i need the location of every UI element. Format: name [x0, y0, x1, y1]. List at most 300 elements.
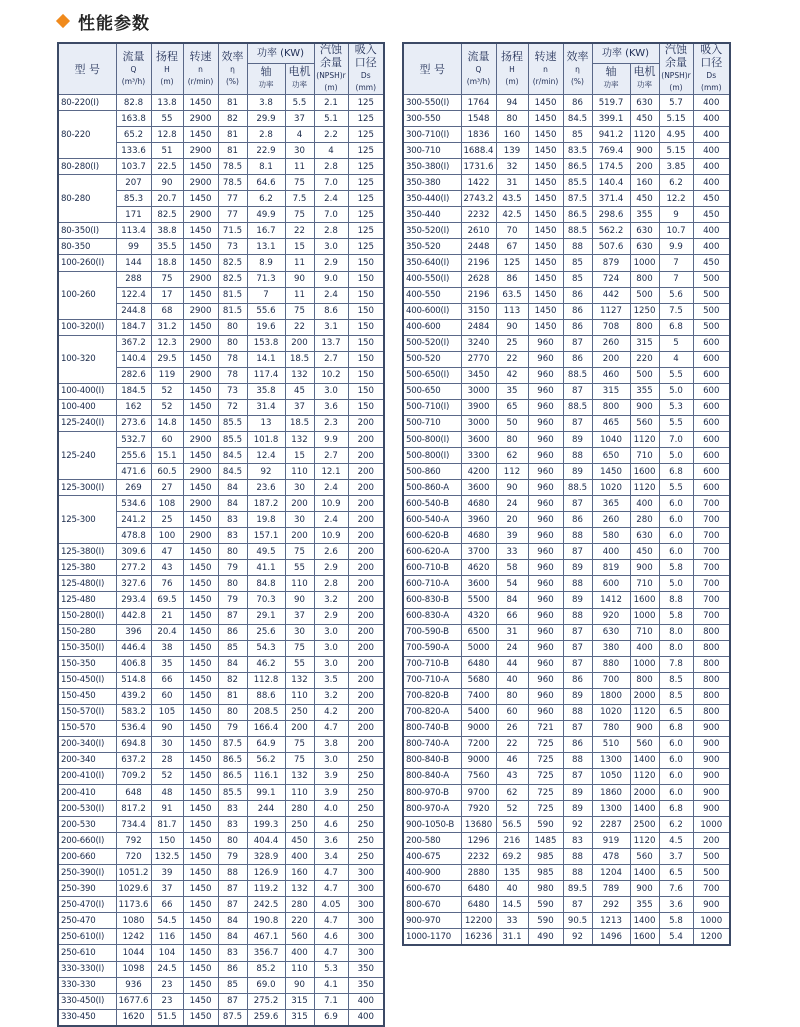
inlet-diameter-cell: 125 [348, 143, 384, 159]
speed-cell: 1450 [183, 977, 218, 993]
efficiency-cell: 80 [218, 833, 247, 849]
npsh-cell: 7.1 [314, 993, 348, 1009]
header-line: 效率 [566, 49, 589, 63]
efficiency-cell: 87 [218, 881, 247, 897]
speed-cell: 590 [528, 817, 563, 833]
npsh-cell: 3.0 [314, 640, 348, 656]
speed-cell: 1450 [528, 207, 563, 223]
head-cell: 90 [496, 319, 528, 335]
speed-cell: 1450 [183, 672, 218, 688]
motor-power-cell: 630 [630, 95, 659, 111]
efficiency-cell: 84 [218, 496, 247, 512]
speed-cell: 1450 [183, 223, 218, 239]
head-cell: 80 [496, 111, 528, 127]
model-cell: 500-710 [403, 415, 461, 431]
shaft-power-cell: 315 [592, 383, 630, 399]
shaft-power-cell: 208.5 [247, 704, 285, 720]
inlet-diameter-cell: 700 [693, 608, 730, 624]
speed-cell: 960 [528, 464, 563, 480]
flow-cell: 583.2 [116, 704, 151, 720]
head-cell: 23 [151, 977, 183, 993]
shaft-power-cell: 101.8 [247, 431, 285, 447]
table-row [58, 544, 384, 560]
motor-power-cell: 800 [630, 271, 659, 287]
model-cell: 400-550 [403, 287, 461, 303]
head-cell: 62 [496, 785, 528, 801]
head-cell: 52 [496, 801, 528, 817]
model-cell: 500-800(I) [403, 448, 461, 464]
flow-cell: 144 [116, 255, 151, 271]
speed-cell: 1450 [183, 720, 218, 736]
flow-cell: 720 [116, 849, 151, 865]
flow-cell: 1173.6 [116, 897, 151, 913]
efficiency-cell: 79 [218, 592, 247, 608]
npsh-cell: 6.5 [659, 704, 693, 720]
npsh-cell: 6.0 [659, 785, 693, 801]
inlet-diameter-cell: 200 [348, 496, 384, 512]
head-cell: 17 [151, 287, 183, 303]
speed-cell: 1450 [183, 544, 218, 560]
speed-cell: 960 [528, 512, 563, 528]
npsh-cell: 3.6 [314, 399, 348, 415]
flow-cell: 4620 [461, 560, 496, 576]
npsh-cell: 3.0 [314, 239, 348, 255]
motor-power-cell: 900 [630, 720, 659, 736]
efficiency-cell: 83 [563, 833, 592, 849]
efficiency-cell: 78.5 [218, 159, 247, 175]
npsh-cell: 6.0 [659, 768, 693, 784]
table-row [403, 688, 730, 704]
motor-power-cell: 55 [285, 656, 314, 672]
npsh-cell: 3.2 [314, 592, 348, 608]
header-line: 余量 [320, 56, 343, 69]
speed-cell: 960 [528, 640, 563, 656]
efficiency-cell: 89 [563, 688, 592, 704]
shaft-power-cell: 478 [592, 849, 630, 865]
flow-cell: 4680 [461, 496, 496, 512]
motor-power-cell: 75 [285, 640, 314, 656]
shaft-power-cell: 780 [592, 720, 630, 736]
table-row [58, 768, 384, 784]
head-cell: 22.5 [151, 159, 183, 175]
inlet-diameter-cell: 250 [348, 768, 384, 784]
head-cell: 81.7 [151, 817, 183, 833]
inlet-diameter-cell: 900 [693, 785, 730, 801]
efficiency-cell: 81 [218, 143, 247, 159]
motor-power-cell: 132 [285, 672, 314, 688]
head-cell: 31 [496, 175, 528, 191]
head-cell: 22 [496, 351, 528, 367]
model-cell: 125-300(I) [58, 480, 116, 496]
npsh-cell: 6.0 [659, 752, 693, 768]
speed-cell: 1450 [528, 111, 563, 127]
model-cell: 500-520 [403, 351, 461, 367]
motor-power-cell: 280 [285, 801, 314, 817]
motor-power-cell: 630 [630, 223, 659, 239]
head-cell: 26 [496, 720, 528, 736]
model-cell: 150-570(I) [58, 704, 116, 720]
head-cell: 104 [151, 945, 183, 961]
col-head-header [496, 43, 528, 95]
flow-cell: 309.6 [116, 544, 151, 560]
col-npsh-header [314, 43, 348, 95]
speed-cell: 1450 [183, 319, 218, 335]
motor-power-cell: 30 [285, 624, 314, 640]
header-line: 汽蚀 [320, 43, 343, 56]
table-row [403, 576, 730, 592]
flow-cell: 817.2 [116, 801, 151, 817]
table-row [403, 656, 730, 672]
shaft-power-cell: 404.4 [247, 833, 285, 849]
npsh-cell: 9.9 [659, 239, 693, 255]
shaft-power-cell: 1213 [592, 913, 630, 929]
model-cell: 900-970 [403, 913, 461, 929]
model-cell: 350-640(I) [403, 255, 461, 271]
npsh-cell: 7.0 [314, 175, 348, 191]
inlet-diameter-cell: 600 [693, 335, 730, 351]
table-row [58, 672, 384, 688]
shaft-power-cell: 35.8 [247, 383, 285, 399]
npsh-cell: 4 [659, 351, 693, 367]
motor-power-cell: 22 [285, 223, 314, 239]
flow-cell: 277.2 [116, 560, 151, 576]
efficiency-cell: 79 [218, 720, 247, 736]
speed-cell: 960 [528, 624, 563, 640]
npsh-cell: 4.7 [314, 720, 348, 736]
inlet-diameter-cell: 125 [348, 159, 384, 175]
table-row [403, 207, 730, 223]
inlet-diameter-cell: 150 [348, 303, 384, 319]
motor-power-cell: 200 [285, 528, 314, 544]
col-motor-power-header [630, 63, 659, 94]
col-power-header: 功率 (KW) [247, 43, 314, 63]
speed-cell: 960 [528, 672, 563, 688]
model-cell: 800-670 [403, 897, 461, 913]
shaft-power-cell: 153.8 [247, 335, 285, 351]
head-cell: 46 [496, 752, 528, 768]
npsh-cell: 7.0 [314, 207, 348, 223]
header-line: Q [130, 64, 137, 74]
speed-cell: 960 [528, 576, 563, 592]
header-line: 电机 [633, 65, 656, 79]
shaft-power-cell: 187.2 [247, 496, 285, 512]
efficiency-cell: 81.5 [218, 303, 247, 319]
header-line: η [230, 64, 235, 74]
motor-power-cell: 15 [285, 448, 314, 464]
inlet-diameter-cell: 500 [693, 271, 730, 287]
inlet-diameter-cell: 400 [348, 993, 384, 1009]
table-row [403, 929, 730, 946]
inlet-diameter-cell: 125 [348, 111, 384, 127]
efficiency-cell: 88 [563, 448, 592, 464]
npsh-cell: 3.7 [659, 849, 693, 865]
head-cell: 38.8 [151, 223, 183, 239]
motor-power-cell: 7.5 [285, 191, 314, 207]
npsh-cell: 4.7 [314, 881, 348, 897]
inlet-diameter-cell: 400 [693, 175, 730, 191]
npsh-cell: 6.8 [659, 801, 693, 817]
speed-cell: 960 [528, 448, 563, 464]
inlet-diameter-cell: 200 [348, 704, 384, 720]
efficiency-cell: 84 [218, 929, 247, 945]
header-line: (r/min) [532, 76, 559, 86]
motor-power-cell: 1120 [630, 833, 659, 849]
shaft-power-cell: 6.2 [247, 191, 285, 207]
speed-cell: 1450 [183, 512, 218, 528]
inlet-diameter-cell: 150 [348, 271, 384, 287]
table-row [58, 111, 384, 127]
speed-cell: 1450 [183, 624, 218, 640]
speed-cell: 1450 [528, 239, 563, 255]
flow-cell: 3600 [461, 480, 496, 496]
inlet-diameter-cell: 125 [348, 239, 384, 255]
efficiency-cell: 87 [563, 720, 592, 736]
inlet-diameter-cell: 700 [693, 592, 730, 608]
speed-cell: 960 [528, 496, 563, 512]
flow-cell: 709.2 [116, 768, 151, 784]
model-cell: 800-970-A [403, 801, 461, 817]
inlet-diameter-cell: 200 [348, 672, 384, 688]
flow-cell: 3300 [461, 448, 496, 464]
efficiency-cell: 87 [563, 496, 592, 512]
motor-power-cell: 450 [285, 833, 314, 849]
shaft-power-cell: 117.4 [247, 367, 285, 383]
speed-cell: 1450 [528, 303, 563, 319]
npsh-cell: 7.6 [659, 881, 693, 897]
speed-cell: 2900 [183, 496, 218, 512]
table-row [403, 833, 730, 849]
motor-power-cell: 37 [285, 399, 314, 415]
flow-cell: 1098 [116, 961, 151, 977]
model-cell: 80-280(I) [58, 159, 116, 175]
table-row [58, 945, 384, 961]
motor-power-cell: 315 [630, 335, 659, 351]
speed-cell: 960 [528, 415, 563, 431]
head-cell: 39 [496, 528, 528, 544]
header-line: (m) [324, 83, 338, 92]
head-cell: 65 [496, 399, 528, 415]
flow-cell: 7200 [461, 736, 496, 752]
flow-cell: 293.4 [116, 592, 151, 608]
motor-power-cell: 400 [630, 640, 659, 656]
shaft-power-cell: 467.1 [247, 929, 285, 945]
efficiency-cell: 71.5 [218, 223, 247, 239]
inlet-diameter-cell: 200 [348, 640, 384, 656]
header-line: η [575, 64, 580, 74]
inlet-diameter-cell: 300 [348, 913, 384, 929]
efficiency-cell: 86 [563, 672, 592, 688]
table-row [58, 335, 384, 351]
model-cell: 400-900 [403, 865, 461, 881]
shaft-power-cell: 1300 [592, 801, 630, 817]
header-line: (m) [669, 83, 683, 92]
motor-power-cell: 355 [630, 383, 659, 399]
shaft-power-cell: 708 [592, 319, 630, 335]
col-shaft-power-header [592, 63, 630, 94]
speed-cell: 725 [528, 736, 563, 752]
model-cell: 250-390(I) [58, 865, 116, 881]
motor-power-cell: 110 [285, 688, 314, 704]
head-cell: 14.5 [496, 897, 528, 913]
speed-cell: 1450 [528, 191, 563, 207]
flow-cell: 514.8 [116, 672, 151, 688]
header-line: 功率 [258, 80, 274, 90]
npsh-cell: 5.3 [659, 399, 693, 415]
shaft-power-cell: 298.6 [592, 207, 630, 223]
flow-cell: 7560 [461, 768, 496, 784]
table-row [403, 913, 730, 929]
motor-power-cell: 30 [285, 143, 314, 159]
inlet-diameter-cell: 200 [348, 464, 384, 480]
header-line: (mm) [701, 83, 722, 92]
head-cell: 84 [496, 592, 528, 608]
shaft-power-cell: 41.1 [247, 560, 285, 576]
head-cell: 112 [496, 464, 528, 480]
header-line: 汽蚀 [665, 43, 688, 56]
table-row [403, 255, 730, 271]
npsh-cell: 7 [659, 255, 693, 271]
npsh-cell: 2.9 [314, 608, 348, 624]
npsh-cell: 5.4 [659, 929, 693, 946]
table-row [403, 897, 730, 913]
npsh-cell: 6.0 [659, 496, 693, 512]
head-cell: 25 [151, 512, 183, 528]
speed-cell: 1450 [183, 415, 218, 431]
table-row [58, 640, 384, 656]
speed-cell: 1450 [183, 576, 218, 592]
shaft-power-cell: 442 [592, 287, 630, 303]
efficiency-cell: 86.5 [218, 768, 247, 784]
table-row [403, 624, 730, 640]
efficiency-cell: 72 [218, 399, 247, 415]
flow-cell: 3000 [461, 415, 496, 431]
table-row [58, 993, 384, 1009]
flow-cell: 1548 [461, 111, 496, 127]
head-cell: 62 [496, 448, 528, 464]
npsh-cell: 5.6 [659, 287, 693, 303]
flow-cell: 3700 [461, 544, 496, 560]
efficiency-cell: 86 [563, 351, 592, 367]
flow-cell: 9000 [461, 720, 496, 736]
flow-cell: 2196 [461, 287, 496, 303]
npsh-cell: 3.0 [314, 656, 348, 672]
motor-power-cell: 630 [630, 528, 659, 544]
inlet-diameter-cell: 125 [348, 191, 384, 207]
motor-power-cell: 710 [630, 624, 659, 640]
npsh-cell: 2.6 [314, 544, 348, 560]
table-row [58, 961, 384, 977]
motor-power-cell: 110 [285, 785, 314, 801]
head-cell: 43 [151, 560, 183, 576]
inlet-diameter-cell: 900 [693, 801, 730, 817]
shaft-power-cell: 2287 [592, 817, 630, 833]
speed-cell: 1450 [183, 801, 218, 817]
table-row [403, 287, 730, 303]
head-cell: 66 [151, 672, 183, 688]
shaft-power-cell: 119.2 [247, 881, 285, 897]
npsh-cell: 5.0 [659, 383, 693, 399]
inlet-diameter-cell: 300 [348, 945, 384, 961]
table-row [403, 415, 730, 431]
head-cell: 116 [151, 929, 183, 945]
head-cell: 21 [151, 608, 183, 624]
header-line: n [543, 64, 548, 74]
head-cell: 60.5 [151, 464, 183, 480]
table-row [403, 801, 730, 817]
shaft-power-cell: 1800 [592, 688, 630, 704]
speed-cell: 1450 [528, 175, 563, 191]
npsh-cell: 3.0 [314, 624, 348, 640]
model-cell: 300-710(I) [403, 127, 461, 143]
header-line: 功率 [292, 80, 307, 90]
motor-power-cell: 1600 [630, 929, 659, 946]
inlet-diameter-cell: 700 [693, 512, 730, 528]
model-cell: 200-410 [58, 785, 116, 801]
header-line: 口径 [354, 56, 377, 69]
shaft-power-cell: 12.4 [247, 448, 285, 464]
model-cell: 100-400 [58, 399, 116, 415]
motor-power-cell: 75 [285, 752, 314, 768]
shaft-power-cell: 1412 [592, 592, 630, 608]
flow-cell: 99 [116, 239, 151, 255]
table-row [403, 303, 730, 319]
model-cell: 500-800(I) [403, 431, 461, 447]
model-cell: 200-340 [58, 752, 116, 768]
shaft-power-cell: 140.4 [592, 175, 630, 191]
npsh-cell: 5.5 [659, 480, 693, 496]
inlet-diameter-cell: 250 [348, 817, 384, 833]
speed-cell: 960 [528, 335, 563, 351]
shaft-power-cell: 465 [592, 415, 630, 431]
speed-cell: 960 [528, 480, 563, 496]
table-row [58, 624, 384, 640]
efficiency-cell: 92 [563, 817, 592, 833]
inlet-diameter-cell: 500 [693, 319, 730, 335]
efficiency-cell: 73 [218, 383, 247, 399]
header-line: (m) [160, 76, 174, 86]
motor-power-cell: 55 [285, 560, 314, 576]
head-cell: 24.5 [151, 961, 183, 977]
npsh-cell: 4.6 [314, 817, 348, 833]
npsh-cell: 4.7 [314, 865, 348, 881]
model-cell: 330-450(I) [58, 993, 116, 1009]
head-cell: 52 [151, 383, 183, 399]
shaft-power-cell: 260 [592, 512, 630, 528]
speed-cell: 2900 [183, 271, 218, 287]
inlet-diameter-cell: 250 [348, 801, 384, 817]
efficiency-cell: 88.5 [563, 480, 592, 496]
npsh-cell: 3.6 [659, 897, 693, 913]
model-cell: 300-550(I) [403, 95, 461, 111]
shaft-power-cell: 126.9 [247, 865, 285, 881]
efficiency-cell: 86 [563, 512, 592, 528]
model-cell: 800-740-B [403, 720, 461, 736]
shaft-power-cell: 85.2 [247, 961, 285, 977]
speed-cell: 960 [528, 431, 563, 447]
shaft-power-cell: 116.1 [247, 768, 285, 784]
npsh-cell: 10.2 [314, 367, 348, 383]
efficiency-cell: 82 [218, 672, 247, 688]
model-cell: 100-260 [58, 271, 116, 319]
title-bar [58, 8, 150, 34]
shaft-power-cell: 519.7 [592, 95, 630, 111]
model-cell: 200-340(I) [58, 736, 116, 752]
head-cell: 50 [496, 415, 528, 431]
motor-power-cell: 1000 [630, 608, 659, 624]
speed-cell: 725 [528, 801, 563, 817]
table-row [58, 913, 384, 929]
shaft-power-cell: 562.2 [592, 223, 630, 239]
